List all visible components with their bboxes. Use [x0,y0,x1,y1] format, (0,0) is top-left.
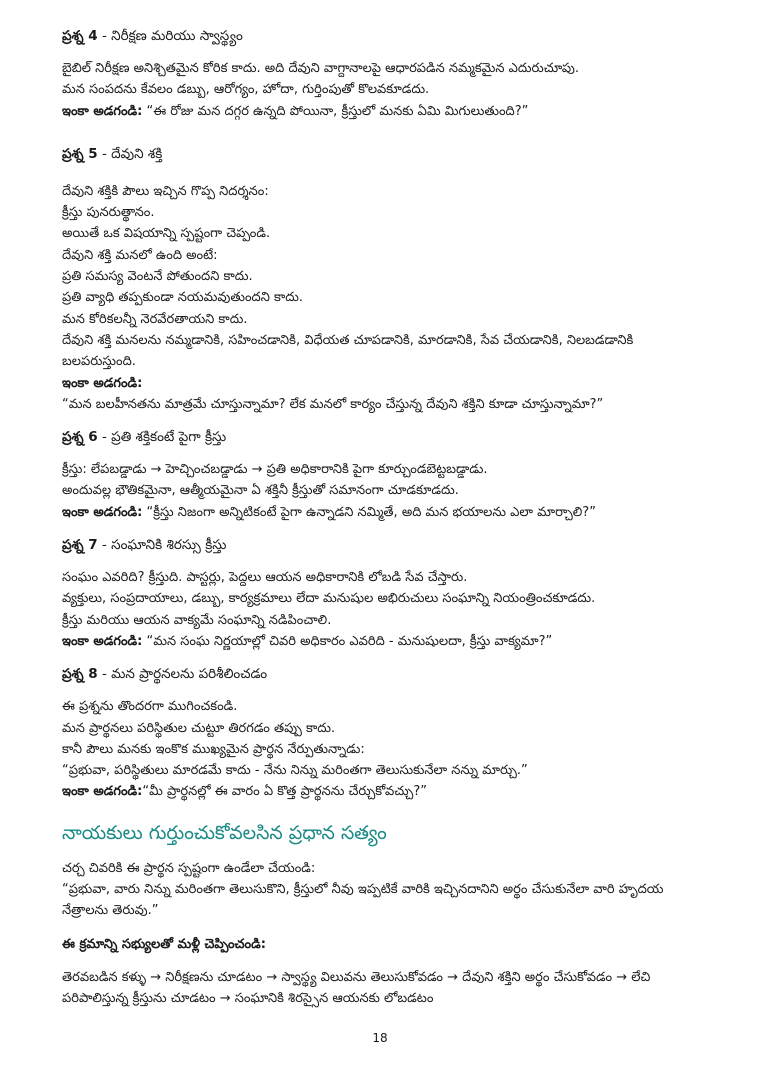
q7-line-1: సంఘం ఎవరిది? క్రీస్తుది. పాస్టర్లు, పెద్దలు ఆయన అధికారానికి లోబడి సేవ చేస్తారు. [62,570,468,586]
question-4-number: ప్రశ్న 4 [62,28,98,44]
q8-line-4: “ప్రభువా, పరిస్థితులు మారడమే కాదు - నేను నిన్ను మరింతగా తెలుసుకునేలా నన్ను మార్చు.” [62,763,528,779]
q4-line-1: బైబిల్ నిరీక్షణ అనిశ్చితమైన కోరిక కాదు. అది దేవుని వాగ్దానాలపై ఆధారపడిన నమ్మకమైన ఎదురుచూపు. [62,61,580,76]
q4-ask-text: “ఈ రోజు మన దగ్గర ఉన్నది పోయినా, క్రీస్తులో మనకు ఏమి మిగులుతుంది?” [142,103,529,119]
q8-ask-text: “మీ ప్రార్థనల్లో ఈ వారం ఏ కొత్త ప్రార్థనను చేర్చుకోవచ్చు?” [142,784,427,800]
page-content [62,26,722,1010]
question-7-number: ప్రశ్న 7 [62,537,98,554]
question-8-title: - మన ప్రార్థనలను పరిశీలించడం [97,666,268,683]
q6-ask-label: ఇంకా అడగండి: [62,504,143,520]
question-8-heading [62,664,722,684]
q5-line-1: దేవుని శక్తికి పౌలు ఇచ్చిన గొప్ప నిదర్శనం: [62,183,269,199]
q5-ask-text: “మన బలహీనతను మాత్రమే చూస్తున్నామా? లేక మనలో కార్యం చేస్తున్న దేవుని శక్తిని కూడా చూస్తున్నామా?” [62,396,604,412]
question-6-number: ప్రశ్న 6 [62,429,98,446]
question-5-number: ప్రశ్న 5 [62,145,98,162]
q7-line-3: క్రీస్తు మరియు ఆయన వాక్యమే సంఘాన్ని నడిపించాలి. [62,612,332,628]
q5-ask-label-line [62,373,722,394]
q7-ask [62,631,722,652]
question-5-title: - దేవుని శక్తి [97,145,163,162]
leaders-line-3: నేత్రాలను తెరువు.” [62,903,159,919]
q5-line-7: మన కోరికలన్నీ నెరవేరతాయని కాదు. [62,311,248,327]
q6-ask [62,502,722,523]
sequence-line-2: పరిపాలిస్తున్న క్రీస్తును చూడటం → సంఘానికి శిరస్సైన ఆయనకు లోబడటం [62,991,434,1007]
q5-line-6: ప్రతి వ్యాధి తప్పకుండా నయమవుతుందని కాదు. [62,290,304,306]
sequence-line-1: తెరవబడిన కళ్ళు → నిరీక్షణను చూడటం → స్వాస్థ్య విలువను తెలుసుకోవడం → దేవుని శక్తిని అర్థం చేసుకోవడం → లేచి [62,969,651,985]
q8-line-3: కానీ పౌలు మనకు ఇంకొక ముఖ్యమైన ప్రార్థన నేర్పుతున్నాడు: [62,741,365,757]
question-6-title: - ప్రతి శక్తికంటే పైగా క్రీస్తు [97,429,227,446]
q5-line-9: బలపరుస్తుంది. [62,354,136,370]
q8-line-1: ఈ ప్రశ్నను తొందరగా ముగించకండి. [62,699,238,715]
q5-line-3: అయితే ఒక విషయాన్ని స్పష్టంగా చెప్పండి. [62,226,271,242]
q4-ask-label: ఇంకా అడగండి: [62,103,143,119]
q7-ask-text: “మన సంఘ నిర్ణయాల్లో చివరి అధికారం ఎవరిది - మనుషులదా, క్రీస్తు వాక్యమా?” [142,633,553,649]
repeat-heading: ఈ క్రమాన్ని సభ్యులతో మళ్లీ చెప్పించండి: [62,936,266,952]
q8-line-2: మన ప్రార్థనలు పరిస్థితుల చుట్టూ తిరగడం తప్పు కాదు. [62,720,336,736]
q6-line-1: క్రీస్తు: లేపబడ్డాడు → హెచ్చించబడ్డాడు → ప్రతి అధికారానికి పైగా కూర్చుండబెట్టబడ్డాడు. [62,462,488,478]
q7-line-2: వ్యక్తులు, సంప్రదాయాలు, డబ్బు, కార్యక్రమాలు లేదా మనుషుల అభిరుచులు సంఘాన్ని నియంత్రించకూడదు. [62,591,596,607]
leaders-section-heading: నాయకులు గుర్తుంచుకోవలసిన ప్రధాన సత్యం [62,821,387,844]
q4-line-2: మన సంపదను కేవలం డబ్బు, ఆరోగ్యం, హోదా, గుర్తింపుతో కొలవకూడదు. [62,82,430,98]
question-4-title: - నిరీక్షణ మరియు స్వాస్థ్యం [97,28,243,44]
q6-line-2: అందువల్ల భౌతికమైనా, ఆత్మీయమైనా ఏ శక్తినీ క్రీస్తుతో సమానంగా చూడకూడదు. [62,483,459,499]
q4-ask [62,101,722,122]
q5-line-2: క్రీస్తు పునరుత్థానం. [62,205,155,221]
leaders-line-1: చర్చ చివరికి ఈ ప్రార్థన స్పష్టంగా ఉండేలా చేయండి: [62,860,316,876]
q5-line-4: దేవుని శక్తి మనలో ఉంది అంటే: [62,247,218,263]
question-6-heading [62,427,722,447]
q8-ask [62,781,722,802]
question-4-heading [62,26,722,46]
q6-ask-text: “క్రీస్తు నిజంగా అన్నిటికంటే పైగా ఉన్నాడని నమ్మితే, అది మన భయాలను ఎలా మార్చాలి?” [142,504,596,520]
q5-line-5: ప్రతి సమస్య వెంటనే పోతుందని కాదు. [62,269,253,285]
q8-ask-label: ఇంకా అడగండి: [62,784,143,800]
question-5-heading [62,144,722,164]
q7-ask-label: ఇంకా అడగండి: [62,633,143,649]
page-number: 18 [372,1031,388,1045]
question-8-number: ప్రశ్న 8 [62,666,98,683]
q5-ask-label: ఇంకా అడగండి: [62,375,143,391]
question-7-title: - సంఘానికి శిరస్సు క్రీస్తు [97,537,227,554]
q5-line-8: దేవుని శక్తి మనలను నమ్మడానికి, సహించడానికి, విధేయత చూపడానికి, మారడానికి, సేవ చేయడానికి, నిలబడడానికి [62,332,634,348]
leaders-line-2: “ప్రభువా, వారు నిన్ను మరింతగా తెలుసుకొని, క్రీస్తులో నీవు ఇప్పటికే వారికి ఇచ్చినదానిని అర్థం చేసుకునేలా వారి హృదయ [62,882,664,898]
question-7-heading [62,535,722,555]
